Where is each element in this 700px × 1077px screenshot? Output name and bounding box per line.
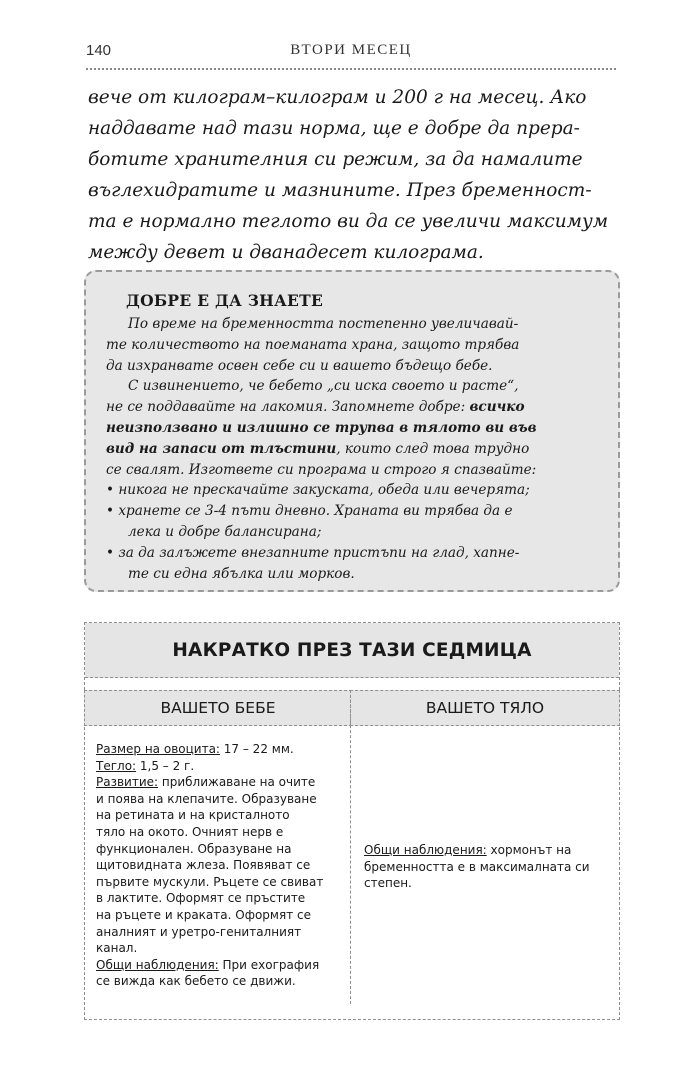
- development-line: и поява на клепачите. Образуване: [96, 791, 317, 806]
- page-number: 140: [86, 42, 112, 59]
- info-line: те количеството на поеманата храна, защото трябва: [106, 336, 520, 353]
- observations-text: хормонът на: [486, 843, 572, 857]
- info-line: лека и добре балансирана;: [128, 523, 322, 540]
- development-line: аналният и уретро-гениталният: [96, 924, 302, 939]
- info-bold-run: всичко: [469, 399, 525, 416]
- info-line: По време на бременността постепенно увеличавай-: [128, 316, 519, 332]
- info-bullet: • хранете се 3-4 пъти дневно. Храната ви трябва да е: [106, 503, 513, 520]
- info-bold-run: вид на запаси от тлъстини: [106, 440, 337, 457]
- info-bullet: • никога не прескачайте закуската, обеда или вечерята;: [106, 482, 530, 499]
- info-bullet: • за да залъжете внезапните пристъпи на глад, хапне-: [106, 544, 520, 561]
- weight-label: Тегло:: [96, 758, 137, 773]
- observations-line: се вижда как бебето се движи.: [96, 974, 296, 989]
- info-text-run: не се поддавайте на лакомия. Запомнете добре:: [106, 399, 470, 416]
- info-box-text: [106, 314, 600, 584]
- summary-title: НАКРАТКО ПРЕЗ ТАЗИ СЕДМИЦА: [85, 623, 619, 678]
- body-line: въглехидратите и мазнините. През бременност-: [88, 180, 592, 201]
- development-line: щитовидната жлеза. Появяват се: [96, 858, 311, 873]
- info-line: се свалят. Изгответе си програма и строго я спазвайте:: [106, 461, 537, 478]
- info-text-run: , които след това трудно: [336, 440, 530, 457]
- info-line: [106, 439, 600, 460]
- baby-row: [96, 741, 342, 758]
- column-divider: [350, 690, 351, 1004]
- observations-label: Общи наблюдения:: [96, 957, 219, 972]
- development-text: приближаване на очите: [158, 775, 316, 790]
- body-column: [364, 842, 610, 892]
- info-line: те си една ябълка или морков.: [128, 565, 355, 582]
- body-line: наддавате над тази норма, ще е добре да прера-: [88, 118, 580, 139]
- baby-row: [96, 774, 342, 791]
- page-header: [86, 42, 616, 72]
- baby-row: [96, 758, 342, 775]
- info-line: да изхранвате освен себе си и вашето бъдещо бебе.: [106, 357, 493, 374]
- development-line: канал.: [96, 941, 138, 956]
- body-line: ботите хранителния си режим, за да намалите: [88, 149, 583, 170]
- running-title: ВТОРИ МЕСЕЦ: [290, 42, 412, 58]
- baby-column-header: ВАШЕТО БЕБЕ: [84, 690, 352, 726]
- development-line: функционален. Образуване на: [96, 841, 292, 856]
- size-label: Размер на овоцита:: [96, 742, 220, 756]
- body-row: [364, 842, 610, 859]
- observations-line: бременността е в максималната си: [364, 859, 590, 874]
- development-line: на ръцете и краката. Оформят се: [96, 907, 311, 922]
- size-value: 17 – 22 мм.: [219, 742, 294, 756]
- header-dotted-rule: [86, 68, 616, 70]
- body-line: между девет и дванадесет килограма.: [88, 242, 484, 263]
- info-box-title: ДОБРЕ Е ДА ЗНАЕТЕ: [126, 291, 324, 310]
- info-bold-line: неизползвано и излишно се трупва в тялото ви във: [106, 419, 537, 436]
- development-label: Развитие:: [96, 775, 159, 790]
- observations-text: При ехография: [218, 957, 320, 972]
- body-line: та е нормално теглото ви да се увеличи максимум: [88, 211, 609, 232]
- observations-label: Общи наблюдения:: [364, 843, 487, 857]
- baby-column: [96, 741, 342, 990]
- development-line: на ретината и на кристалното: [96, 808, 290, 823]
- body-paragraph: [88, 82, 622, 268]
- observations-line: степен.: [364, 876, 412, 891]
- info-line: С извинението, че бебето „си иска своето и расте“,: [128, 378, 519, 395]
- development-line: в лактите. Оформят се пръстите: [96, 891, 306, 906]
- body-column-header: ВАШЕТО ТЯЛО: [350, 690, 620, 726]
- development-line: първите мускули. Ръцете се свиват: [96, 874, 324, 889]
- weight-value: 1,5 – 2 г.: [136, 758, 195, 773]
- development-line: тяло на окото. Очният нерв е: [96, 824, 284, 839]
- baby-row: [96, 957, 342, 974]
- body-line: вече от килограм–килограм и 200 г на месец. Ако: [88, 87, 587, 108]
- info-line: [106, 397, 600, 418]
